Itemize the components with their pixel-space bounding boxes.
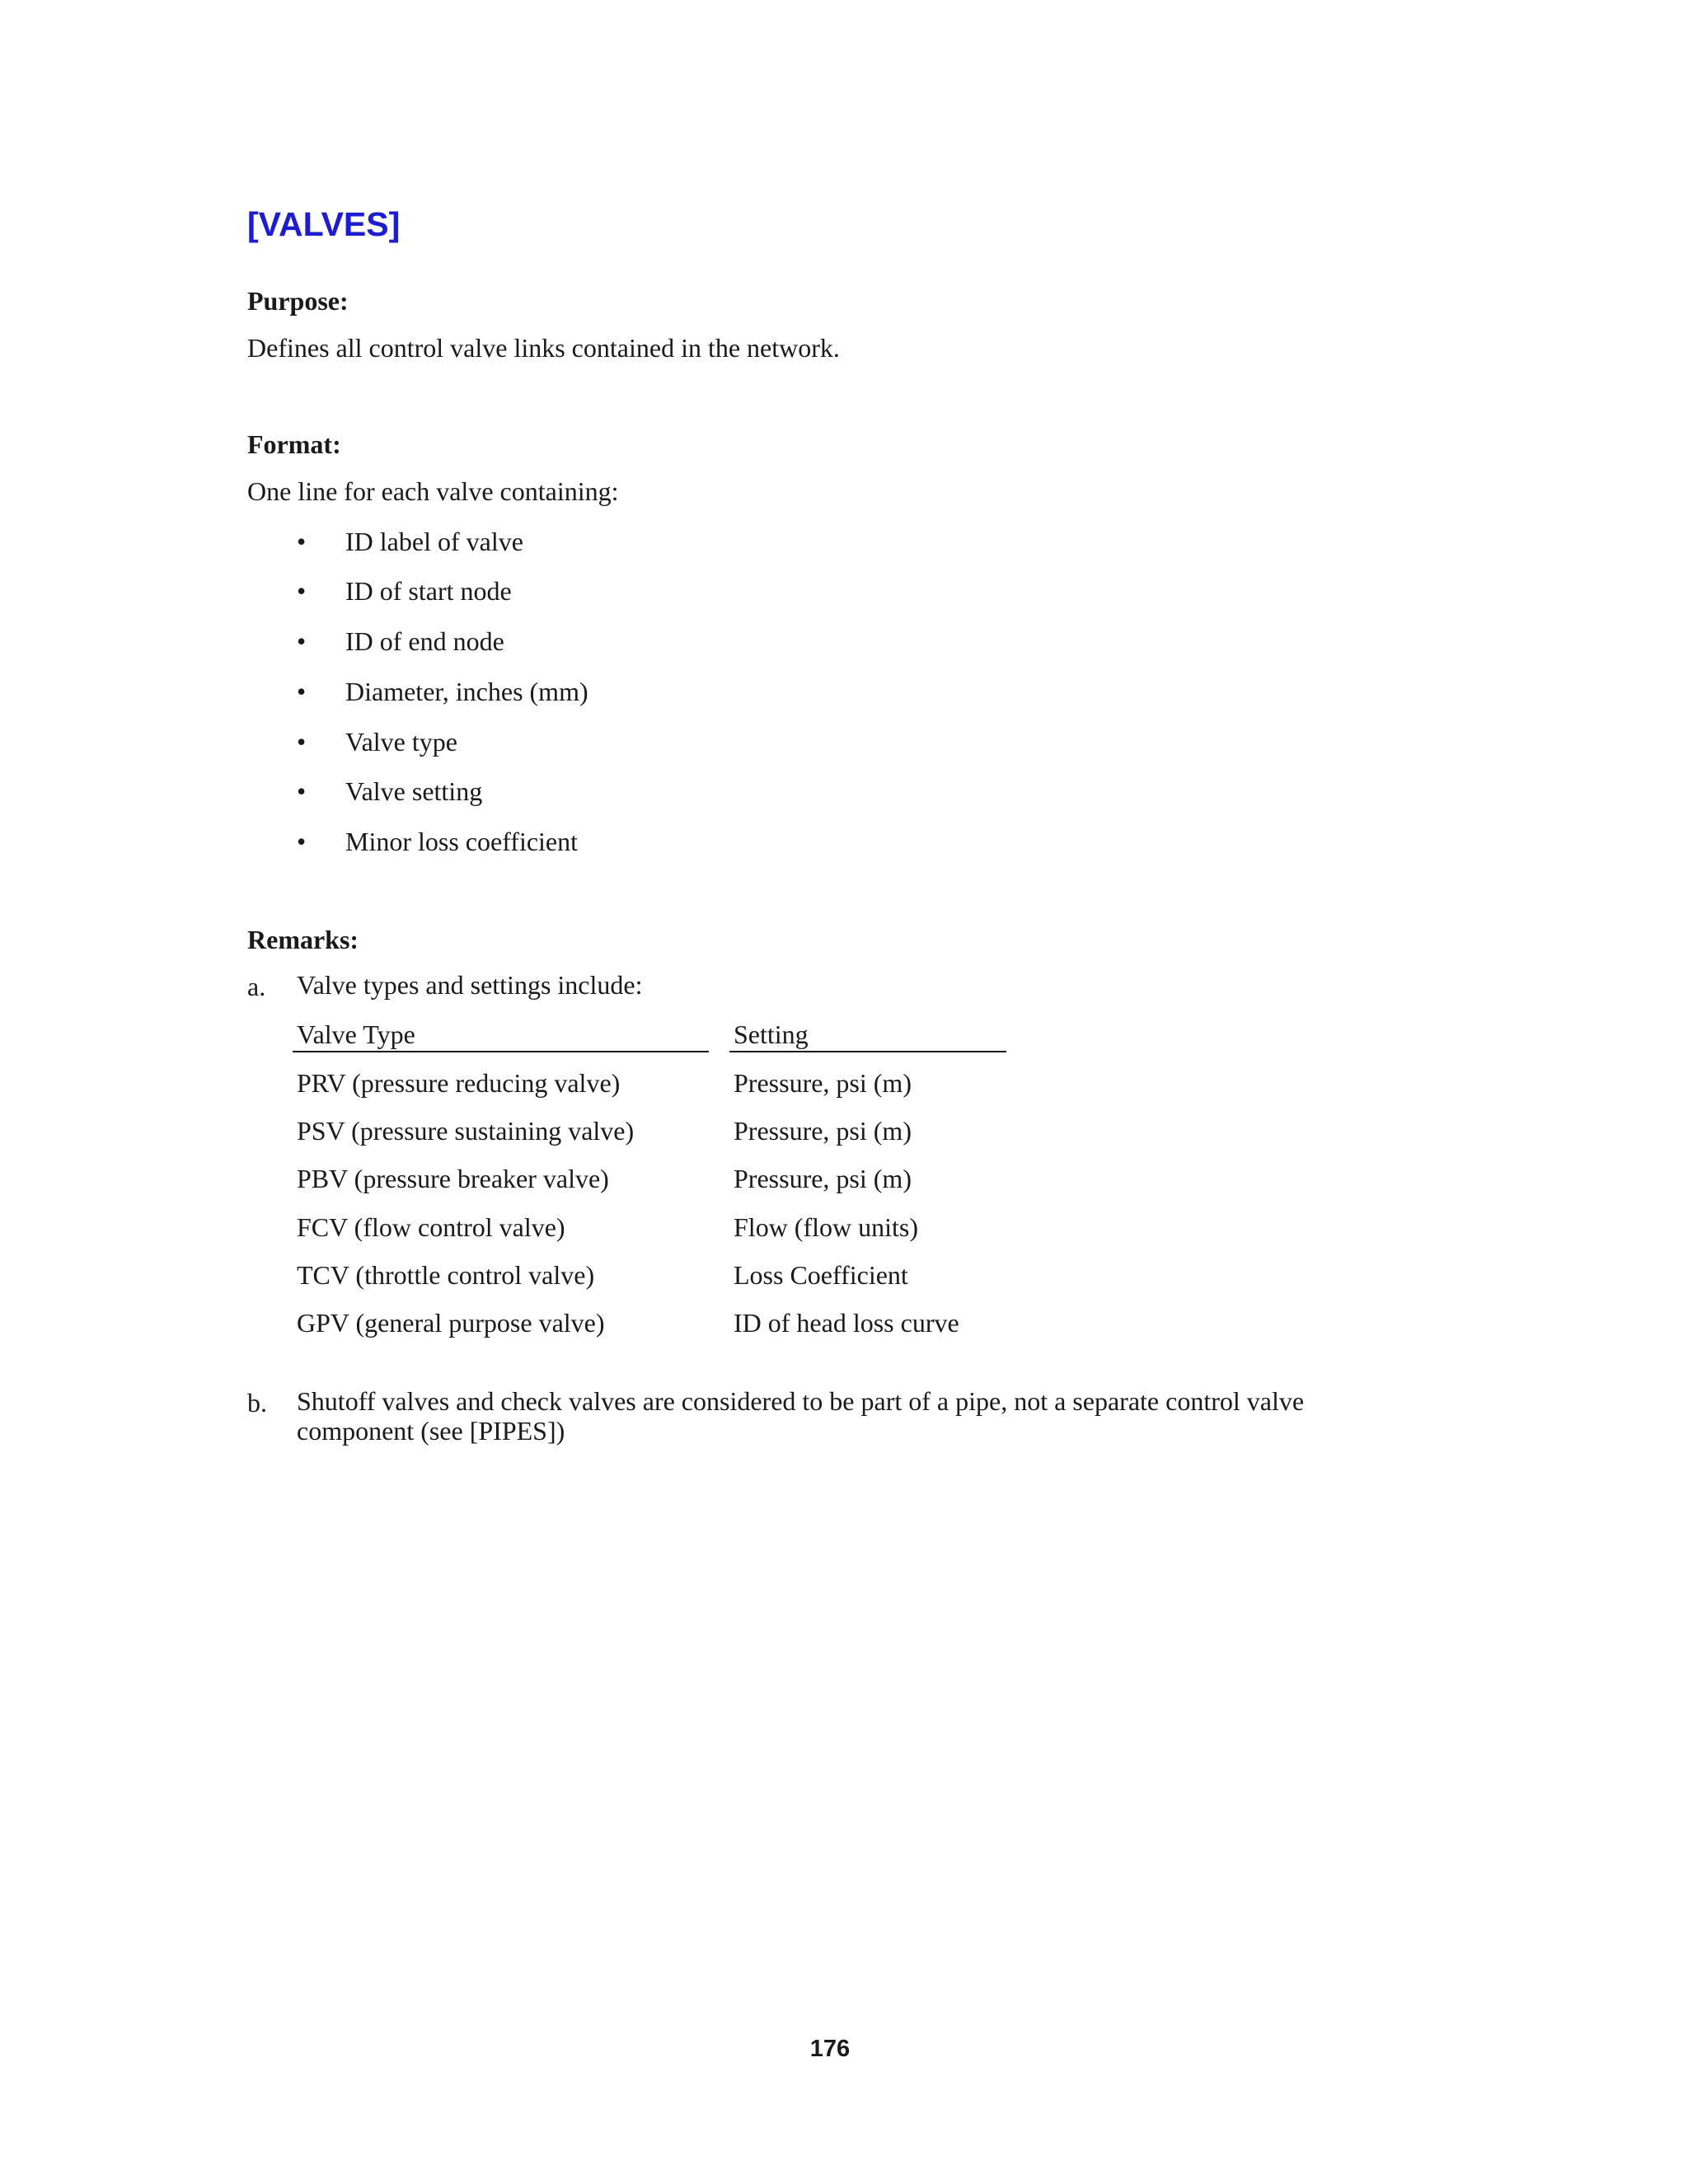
list-item-text: Valve setting — [345, 776, 483, 806]
table-cell-valve-type: GPV (general purpose valve) — [297, 1308, 605, 1338]
format-label: Format: — [247, 429, 341, 459]
bullet-icon: • — [297, 727, 307, 757]
table-cell-valve-type: PSV (pressure sustaining valve) — [297, 1116, 635, 1146]
table-cell-setting: Flow (flow units) — [734, 1212, 918, 1242]
table-cell-valve-type: TCV (throttle control valve) — [297, 1260, 595, 1290]
bullet-icon: • — [297, 527, 307, 556]
table-cell-setting: ID of head loss curve — [734, 1308, 959, 1338]
header-underline — [729, 1051, 1006, 1052]
table-cell-valve-type: FCV (flow control valve) — [297, 1212, 565, 1242]
bullet-icon: • — [297, 776, 307, 806]
table-cell-setting: Loss Coefficient — [734, 1260, 908, 1290]
table-cell-setting: Pressure, psi (m) — [734, 1164, 912, 1193]
list-item-text: ID of end node — [345, 626, 504, 656]
purpose-label: Purpose: — [247, 286, 349, 316]
remarks-label: Remarks: — [247, 925, 359, 954]
bullet-icon: • — [297, 827, 307, 856]
list-item-text: Diameter, inches (mm) — [345, 677, 588, 706]
bullet-icon: • — [297, 576, 307, 606]
remark-b-text: Shutoff valves and check valves are considered to be part of a pipe, not a separate control valve component (see [PIPES]) — [297, 1386, 1305, 1446]
section-heading: [VALVES] — [247, 205, 401, 243]
purpose-text: Defines all control valve links contained in the network. — [247, 333, 840, 363]
list-item-text: Valve type — [345, 727, 457, 757]
remark-a-marker: a. — [247, 972, 266, 1001]
remark-b-marker: b. — [247, 1388, 267, 1418]
list-item-text: Minor loss coefficient — [345, 827, 579, 856]
bullet-icon: • — [297, 677, 307, 706]
bullet-icon: • — [297, 626, 307, 656]
table-cell-valve-type: PRV (pressure reducing valve) — [297, 1068, 621, 1098]
list-item-text: ID label of valve — [345, 527, 523, 556]
header-underline — [293, 1051, 709, 1052]
table-cell-setting: Pressure, psi (m) — [734, 1068, 912, 1098]
format-intro: One line for each valve containing: — [247, 476, 619, 506]
list-item-text: ID of start node — [345, 576, 512, 606]
remark-a-text: Valve types and settings include: — [297, 970, 643, 1000]
table-header-valve-type: Valve Type — [297, 1019, 415, 1049]
table-cell-valve-type: PBV (pressure breaker valve) — [297, 1164, 609, 1193]
page-number: 176 — [809, 2036, 851, 2062]
table-cell-setting: Pressure, psi (m) — [734, 1116, 912, 1146]
table-header-setting: Setting — [734, 1019, 809, 1049]
